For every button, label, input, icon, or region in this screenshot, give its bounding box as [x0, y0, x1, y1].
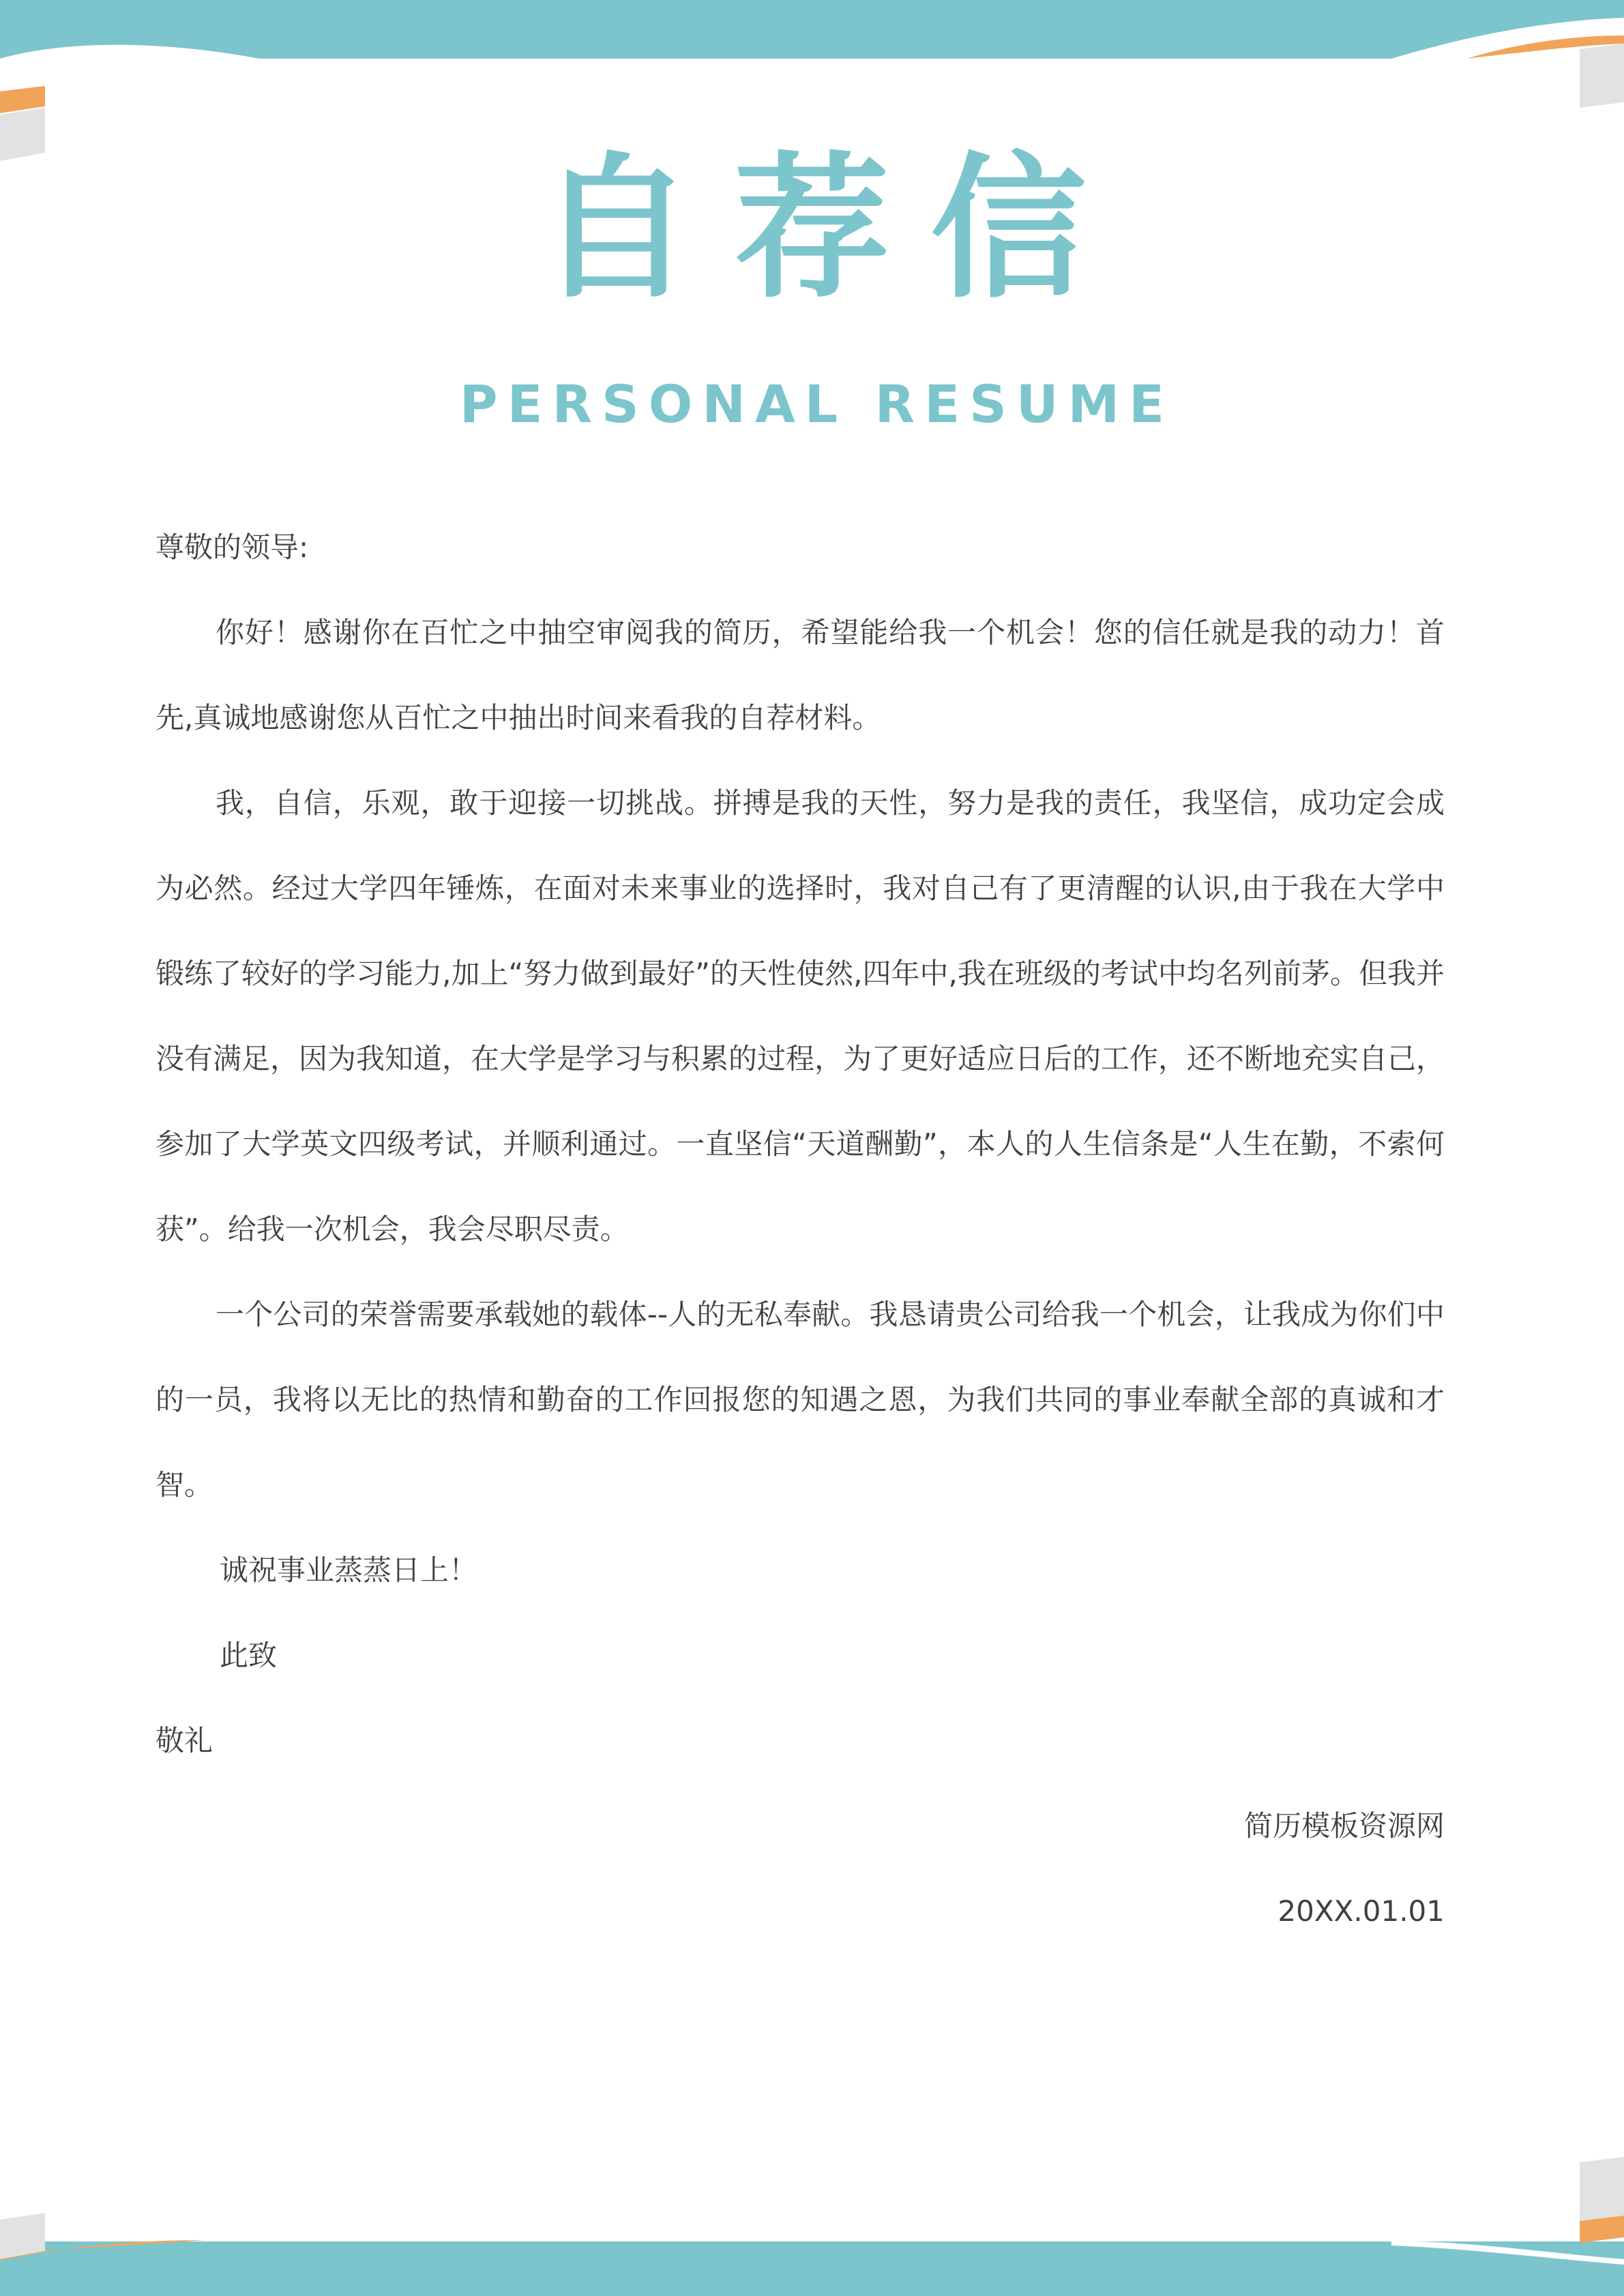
- paragraph-self-introduction: 我，自信，乐观，敢于迎接一切挑战。拼搏是我的天性，努力是我的责任，我坚信，成功定会成为必然。经过大学四年锤炼，在面对未来事业的选择时，我对自己有了更清醒的认识,由于我在大学中锻练了较好的学习能力,加上“努力做到最好”的天性使然,四年中,我在班级的考试中均名列前茅。但我并没有满足，因为我知道，在大学是学习与积累的过程，为了更好适应日后的工作，还不断地充实自己，参加了大学英文四级考试，并顺利通过。一直坚信“天道酬勤”，本人的人生信条是“人生在勤，不索何获”。给我一次机会，我会尽职尽责。: [156, 786, 1445, 1246]
- bottom-wave-decoration: [0, 2119, 1624, 2296]
- letter-body: [156, 505, 1445, 1954]
- date: 20XX.01.01: [1278, 1894, 1445, 1928]
- wish-line: 诚祝事业蒸蒸日上！: [220, 1553, 478, 1587]
- closing-line-1: 此致: [220, 1639, 278, 1672]
- paragraph-greeting: 你好！感谢你在百忙之中抽空审阅我的简历，希望能给我一个机会！您的信任就是我的动力！首先,真诚地感谢您从百忙之中抽出时间来看我的自荐材料。: [156, 616, 1445, 734]
- page-title: 自荐信: [537, 138, 1127, 319]
- closing-line-2: 敬礼: [156, 1724, 213, 1757]
- paragraph-request: 一个公司的荣誉需要承载她的载体--人的无私奉献。我恳请贵公司给我一个机会，让我成为你们中的一员，我将以无比的热情和勤奋的工作回报您的知遇之恩，为我们共同的事业奉献全部的真诚和才智。: [156, 1298, 1445, 1502]
- salutation: 尊敬的领导:: [156, 531, 309, 564]
- page-subtitle: PERSONAL RESUME: [459, 374, 1175, 434]
- signature: 简历模板资源网: [1243, 1809, 1445, 1843]
